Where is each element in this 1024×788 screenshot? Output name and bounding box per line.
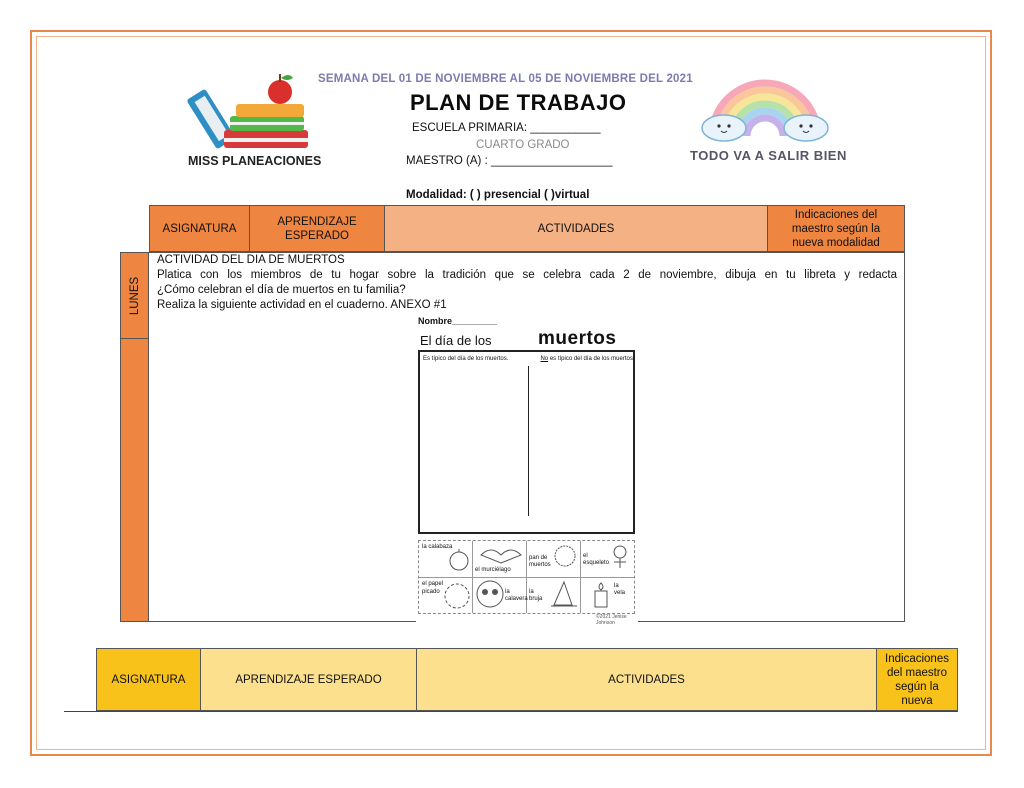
annex-item-esqueleto: el esqueleto bbox=[583, 553, 610, 566]
activity-line-1: Platica con los miembros de tu hogar sobre la tradición que se celebra cada 2 de noviembre, dibuja en tu libreta y redacta bbox=[157, 269, 897, 281]
papel-picado-icon bbox=[443, 581, 471, 611]
col2-indicaciones: Indicaciones del maestro según la nueva bbox=[876, 648, 958, 711]
activity-title: ACTIVIDAD DEL DIA DE MUERTOS bbox=[157, 254, 345, 266]
books-apple-logo bbox=[186, 70, 314, 152]
annex-item-murcielago: el murciélago bbox=[475, 567, 511, 573]
annex-title-prefix: El día de los bbox=[420, 333, 492, 348]
school-field: ESCUELA PRIMARIA: ___________ bbox=[412, 122, 601, 134]
bread-icon bbox=[553, 544, 577, 568]
col2-asignatura: ASIGNATURA bbox=[96, 648, 201, 711]
annex-title-word: muertos bbox=[538, 328, 617, 349]
logo-right-text: TODO VA A SALIR BIEN bbox=[690, 148, 847, 163]
annex-name-field: Nombre_________ bbox=[418, 316, 498, 326]
col2-actividades: ACTIVIDADES bbox=[416, 648, 877, 711]
annex-col-right bbox=[540, 355, 635, 363]
modalidad-field: Modalidad: ( ) presencial ( )virtual bbox=[406, 189, 590, 201]
col2-aprendizaje: APRENDIZAJE ESPERADO bbox=[200, 648, 417, 711]
activity-line-2: ¿Cómo celebran el día de muertos en tu familia? bbox=[157, 284, 406, 296]
candle-icon bbox=[589, 579, 613, 611]
skeleton-icon bbox=[609, 544, 631, 574]
rainbow-clouds-logo bbox=[694, 60, 836, 144]
annex-credit: ©2021 Jenise Johnson bbox=[596, 614, 627, 626]
annex-grid-vline-1 bbox=[472, 541, 473, 613]
logo-left-text: MISS PLANEACIONES bbox=[188, 154, 322, 168]
col-indicaciones: Indicaciones del maestro según la nueva modalidad bbox=[767, 205, 905, 252]
grade-label: CUARTO GRADO bbox=[476, 139, 570, 151]
skull-icon bbox=[475, 579, 505, 611]
annex-item-calabaza: la calabaza bbox=[422, 544, 453, 550]
bat-icon bbox=[479, 545, 523, 565]
annex-grid-vline-2 bbox=[526, 541, 527, 613]
day-divider bbox=[120, 338, 149, 339]
annex-item-pan: pan de muertos bbox=[529, 555, 551, 568]
pumpkin-icon bbox=[447, 547, 471, 573]
annex-worksheet bbox=[416, 316, 638, 626]
col-aprendizaje: APRENDIZAJE ESPERADO bbox=[249, 205, 385, 252]
col-actividades: ACTIVIDADES bbox=[384, 205, 768, 252]
annex-item-bruja: la bruja bbox=[529, 589, 543, 602]
annex-item-papel: el papel picado bbox=[422, 581, 444, 595]
col-asignatura: ASIGNATURA bbox=[149, 205, 250, 252]
week-range: SEMANA DEL 01 DE NOVIEMBRE AL 05 DE NOVIEMBRE DEL 2021 bbox=[318, 73, 693, 85]
annex-sort-box bbox=[418, 350, 635, 534]
annex-item-vela: la vela bbox=[614, 583, 626, 596]
witch-hat-icon bbox=[549, 579, 579, 611]
annex-col-right-text: es típico del día de los muertos. bbox=[549, 356, 635, 362]
teacher-field: MAESTRO (A) : ___________________ bbox=[406, 155, 613, 167]
annex-grid-vline-3 bbox=[580, 541, 581, 613]
annex-cutout-grid bbox=[418, 540, 635, 614]
activity-line-3: Realiza la siguiente actividad en el cuaderno. ANEXO #1 bbox=[157, 299, 447, 311]
day-label-text: LUNES bbox=[129, 276, 142, 316]
annex-divider bbox=[528, 366, 529, 516]
table2-bottom-line bbox=[64, 711, 958, 712]
annex-item-calavera: la calavera bbox=[505, 589, 528, 602]
day-label bbox=[121, 276, 149, 316]
annex-col-left: Es típico del día de los muertos. bbox=[423, 356, 509, 362]
page-title: PLAN DE TRABAJO bbox=[410, 90, 627, 115]
annex-col-right-no: No bbox=[540, 356, 549, 362]
